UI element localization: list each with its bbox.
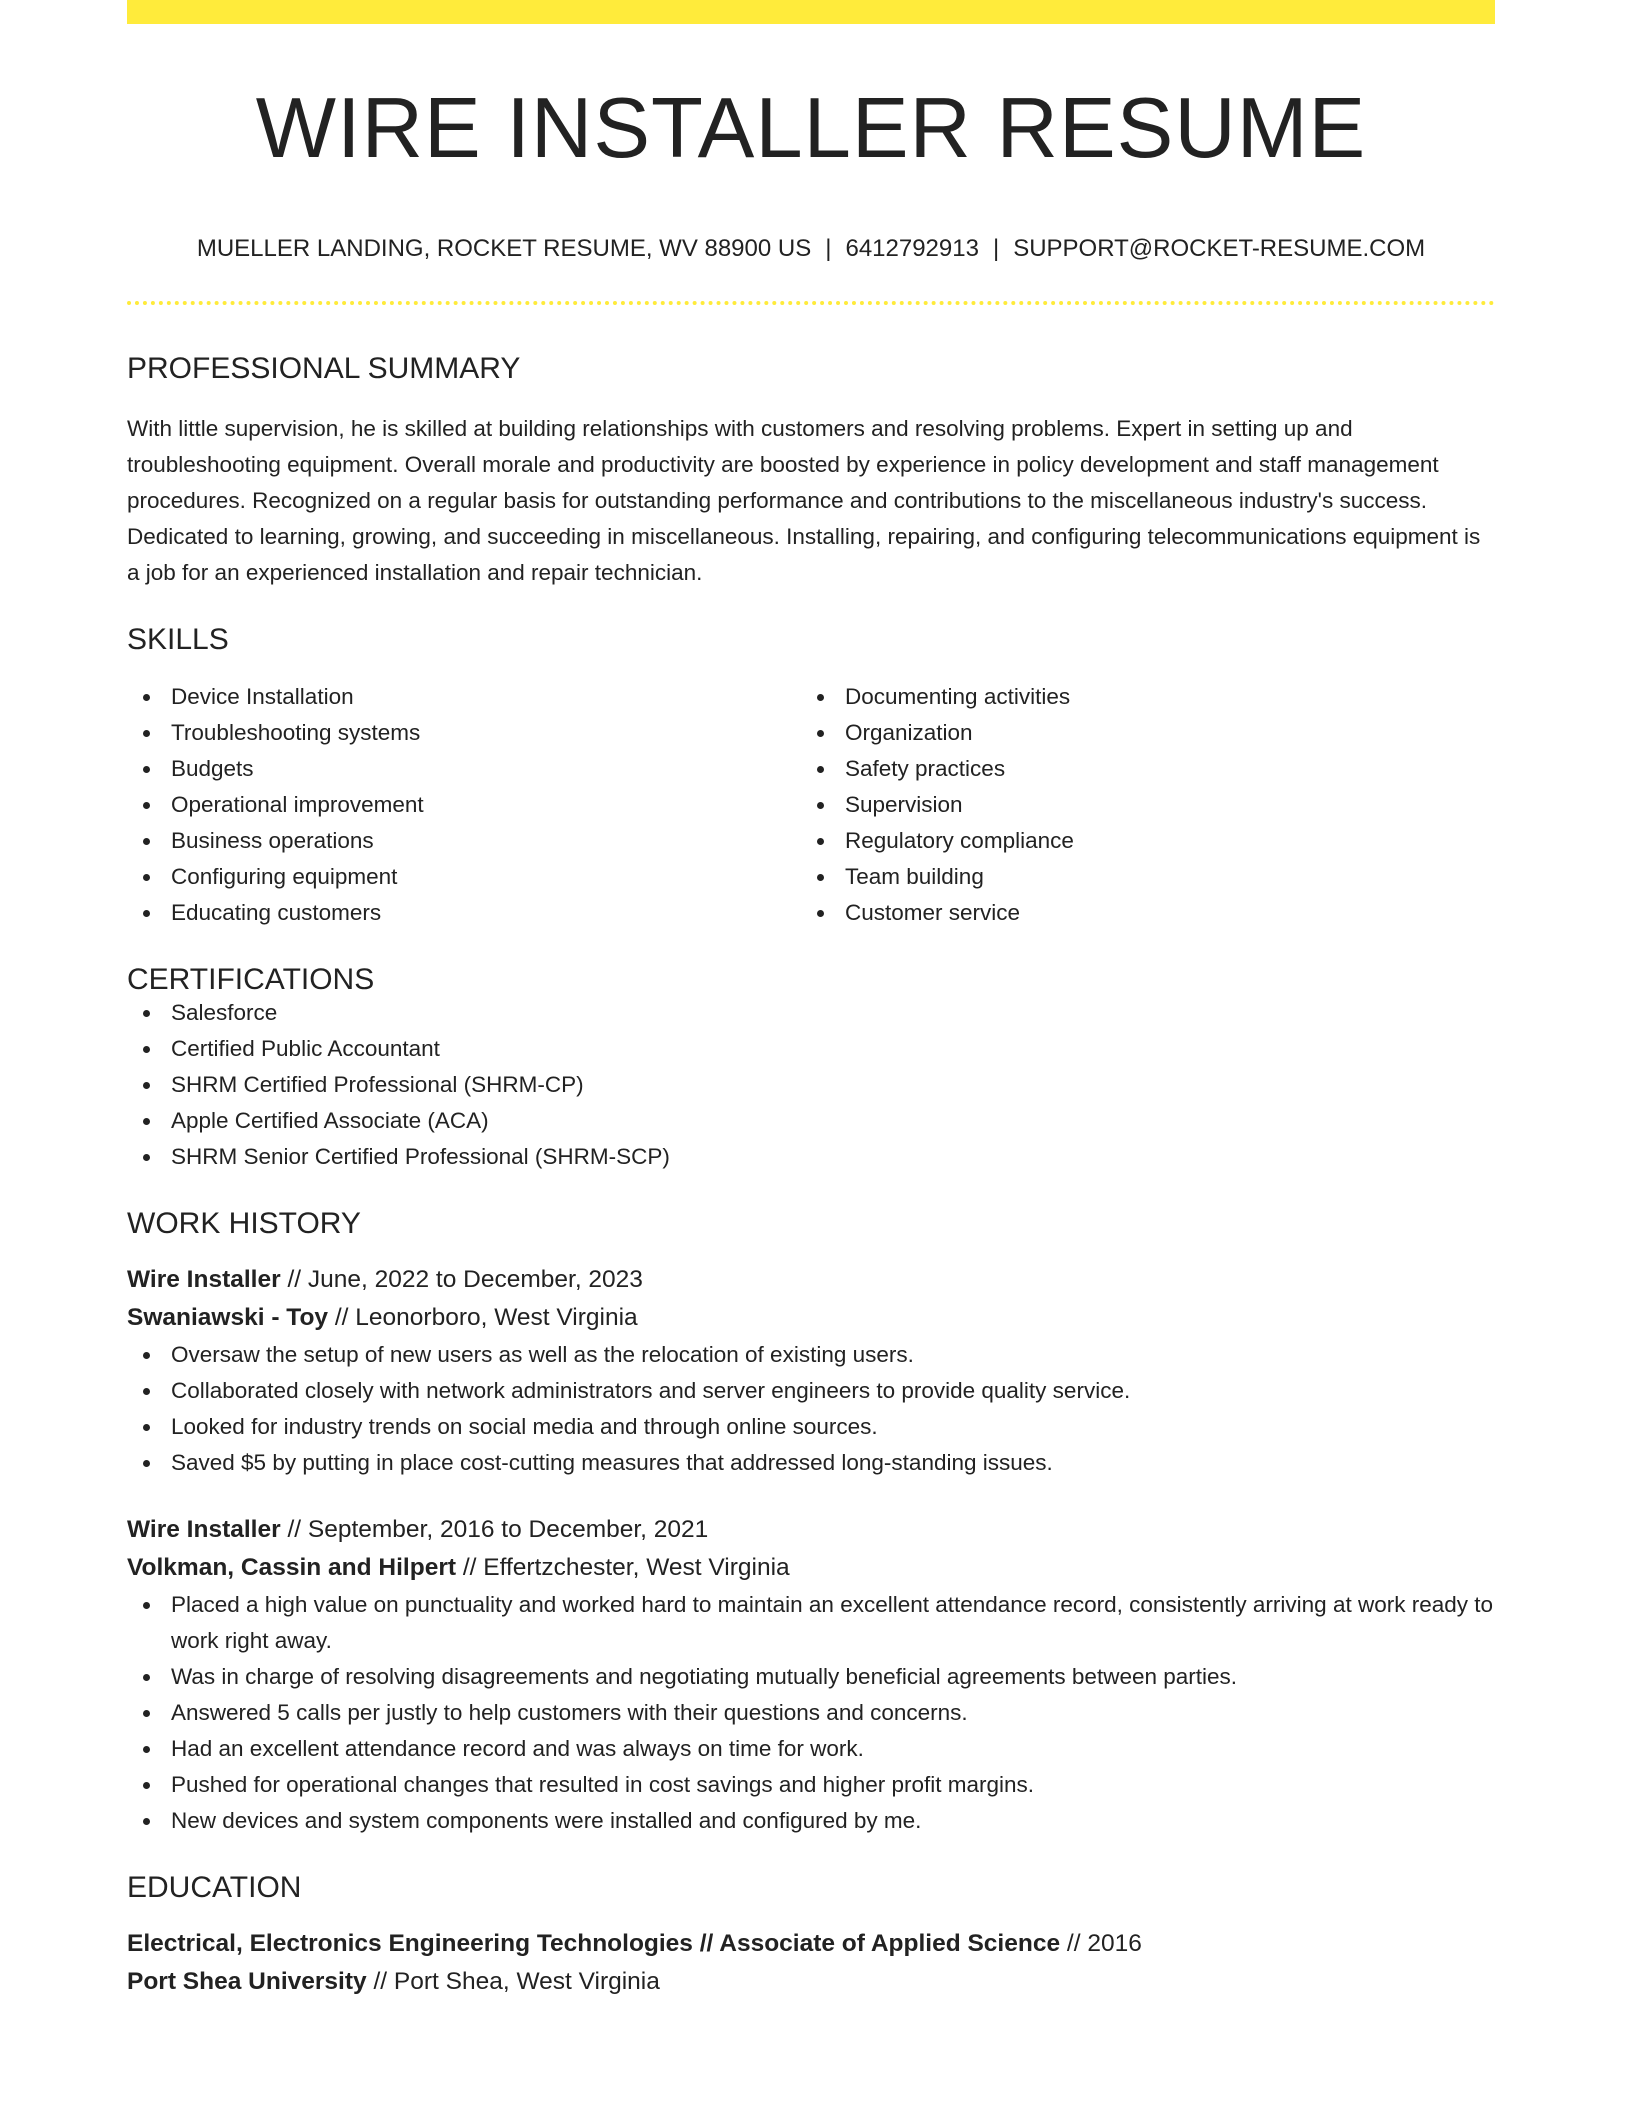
job-location: // Leonorboro, West Virginia	[328, 1304, 638, 1331]
bullet-icon	[143, 766, 150, 773]
resume-title: WIRE INSTALLER RESUME	[255, 81, 1367, 176]
summary-heading: PROFESSIONAL SUMMARY	[127, 352, 521, 385]
job-company-line	[127, 1299, 1495, 1337]
skill-item: Customer service	[801, 895, 1475, 931]
job-bullet: Collaborated closely with network administrators and server engineers to provide quality service.	[127, 1373, 1495, 1409]
contact-address: MUELLER LANDING, ROCKET RESUME, WV 88900 US	[196, 235, 812, 262]
skill-item: Configuring equipment	[127, 859, 801, 895]
job-bullet: Placed a high value on punctuality and worked hard to maintain an excellent attendance record, consistently arriving at work ready to work right away.	[127, 1587, 1495, 1659]
certification-item: SHRM Senior Certified Professional (SHRM-SCP)	[127, 1139, 1495, 1175]
job-title-line	[127, 1511, 1495, 1549]
dotted-divider	[127, 301, 1495, 305]
bullet-icon	[143, 1602, 150, 1609]
job-title-line	[127, 1261, 1495, 1299]
bullet-icon	[143, 1710, 150, 1717]
contact-separator: |	[825, 235, 832, 262]
bullet-icon	[143, 1782, 150, 1789]
certification-item: Certified Public Accountant	[127, 1031, 1495, 1067]
job-bullet: Oversaw the setup of new users as well as the relocation of existing users.	[127, 1337, 1495, 1373]
job-bullets	[127, 1337, 1495, 1481]
certifications-list	[127, 995, 1495, 1175]
job-bullet: Looked for industry trends on social media and through online sources.	[127, 1409, 1495, 1445]
bullet-icon	[143, 1010, 150, 1017]
job-company: Swaniawski - Toy	[127, 1304, 329, 1331]
skill-item: Team building	[801, 859, 1475, 895]
certification-item: Salesforce	[127, 995, 1495, 1031]
skills-left-column	[127, 679, 801, 931]
bullet-icon	[143, 1082, 150, 1089]
skills-heading: SKILLS	[127, 623, 229, 656]
bullet-icon	[143, 1746, 150, 1753]
job-company: Volkman, Cassin and Hilpert	[127, 1554, 457, 1581]
education-school: Port Shea University	[127, 1968, 367, 1995]
summary-text: With little supervision, he is skilled at building relationships with customers and resolving problems. Expert in setting up and troubleshooting equipment. Overall morale and productivity are boosted by experience in policy development and staff management procedures. Recognized on a regular basis for outstanding performance and contributions to the miscellaneous industry's success. Dedicated to learning, growing, and succeeding in miscellaneous. Installing, repairing, and configuring telecommunications equipment is a job for an experienced installation and repair technician.	[127, 416, 1481, 585]
certification-item: Apple Certified Associate (ACA)	[127, 1103, 1495, 1139]
bullet-icon	[817, 766, 824, 773]
job-company-line	[127, 1549, 1495, 1587]
contact-phone: 6412792913	[845, 235, 979, 262]
skills-right-column	[801, 679, 1475, 931]
bullet-icon	[143, 1388, 150, 1395]
education-year: // 2016	[1060, 1930, 1142, 1957]
bullet-icon	[817, 838, 824, 845]
skills-columns	[127, 679, 1495, 931]
education-degree-line	[127, 1925, 1495, 1963]
job-bullet: Answered 5 calls per justly to help customers with their questions and concerns.	[127, 1695, 1495, 1731]
bullet-icon	[143, 1352, 150, 1359]
bullet-icon	[143, 874, 150, 881]
job-bullet: New devices and system components were installed and configured by me.	[127, 1803, 1495, 1839]
bullet-icon	[143, 1818, 150, 1825]
skill-item: Documenting activities	[801, 679, 1475, 715]
bullet-icon	[817, 910, 824, 917]
job-location: // Effertzchester, West Virginia	[456, 1554, 790, 1581]
skill-item: Business operations	[127, 823, 801, 859]
education-degree: Electrical, Electronics Engineering Technologies // Associate of Applied Science	[127, 1930, 1061, 1957]
resume-page	[127, 0, 1495, 2001]
bullet-icon	[817, 802, 824, 809]
bullet-icon	[143, 730, 150, 737]
skill-item: Organization	[801, 715, 1475, 751]
work-history-heading: WORK HISTORY	[127, 1207, 361, 1240]
bullet-icon	[817, 730, 824, 737]
skills-right-list	[801, 679, 1475, 931]
certification-item: SHRM Certified Professional (SHRM-CP)	[127, 1067, 1495, 1103]
bullet-icon	[143, 802, 150, 809]
skills-left-list	[127, 679, 801, 931]
skill-item: Safety practices	[801, 751, 1475, 787]
contact-separator: |	[992, 235, 1000, 262]
job-bullet: Was in charge of resolving disagreements and negotiating mutually beneficial agreements between parties.	[127, 1659, 1495, 1695]
skill-item: Educating customers	[127, 895, 801, 931]
skill-item: Device Installation	[127, 679, 801, 715]
job-bullet: Had an excellent attendance record and was always on time for work.	[127, 1731, 1495, 1767]
bullet-icon	[143, 1424, 150, 1431]
job-bullet: Pushed for operational changes that resulted in cost savings and higher profit margins.	[127, 1767, 1495, 1803]
education-heading: EDUCATION	[127, 1871, 302, 1904]
accent-top-bar	[127, 0, 1495, 24]
job-bullet: Saved $5 by putting in place cost-cutting measures that addressed long-standing issues.	[127, 1445, 1495, 1481]
bullet-icon	[143, 910, 150, 917]
job-dates: // September, 2016 to December, 2021	[280, 1516, 709, 1543]
education-school-line	[127, 1963, 1495, 2001]
job-dates: // June, 2022 to December, 2023	[280, 1266, 643, 1293]
contact-email: SUPPORT@ROCKET-RESUME.COM	[1013, 235, 1426, 262]
bullet-icon	[143, 694, 150, 701]
bullet-icon	[143, 1460, 150, 1467]
job-title: Wire Installer	[127, 1516, 281, 1543]
bullet-icon	[143, 1154, 150, 1161]
skill-item: Regulatory compliance	[801, 823, 1475, 859]
contact-line	[127, 237, 1495, 261]
bullet-icon	[817, 874, 824, 881]
bullet-icon	[817, 694, 824, 701]
skill-item: Troubleshooting systems	[127, 715, 801, 751]
bullet-icon	[143, 838, 150, 845]
skill-item: Supervision	[801, 787, 1475, 823]
skill-item: Operational improvement	[127, 787, 801, 823]
skill-item: Budgets	[127, 751, 801, 787]
job-title: Wire Installer	[127, 1266, 281, 1293]
education-location: // Port Shea, West Virginia	[366, 1968, 660, 1995]
bullet-icon	[143, 1118, 150, 1125]
bullet-icon	[143, 1046, 150, 1053]
job-bullets	[127, 1587, 1495, 1839]
bullet-icon	[143, 1674, 150, 1681]
certifications-heading: CERTIFICATIONS	[127, 963, 375, 996]
